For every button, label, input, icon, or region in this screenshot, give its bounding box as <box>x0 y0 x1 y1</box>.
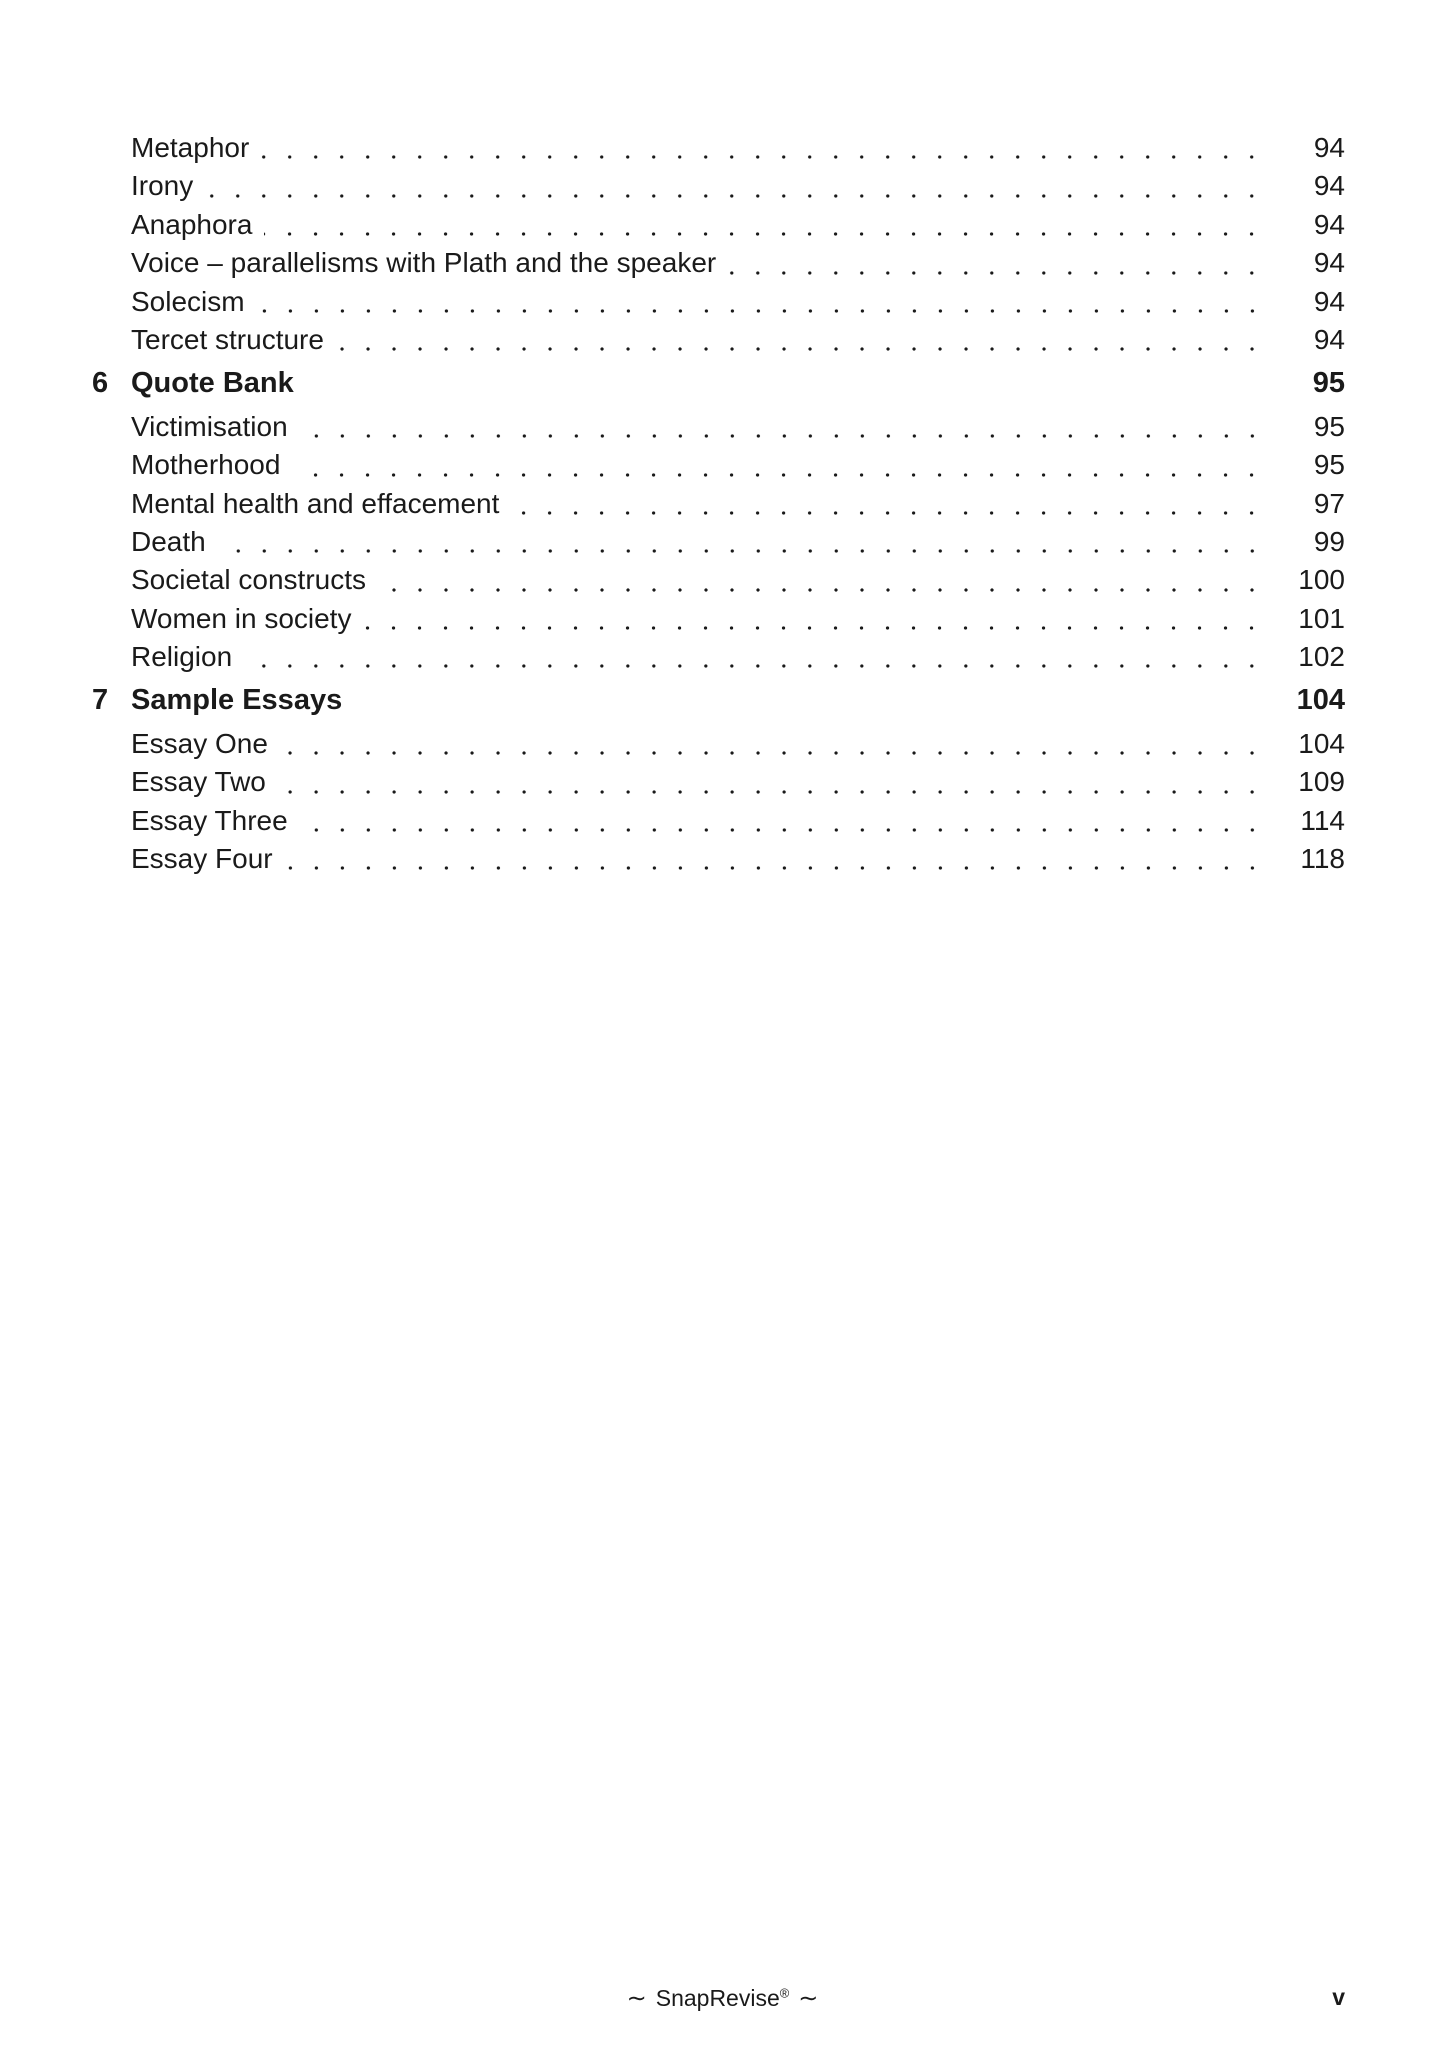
page-number-folio: v <box>1332 1984 1345 2010</box>
toc-entry-label: Essay One <box>131 727 268 759</box>
toc-entry-row <box>92 244 1345 282</box>
toc-section-row <box>92 681 1345 719</box>
toc-entry-row <box>92 523 1345 561</box>
dot-leader <box>257 283 1269 321</box>
toc-entry-page: 100 <box>1298 564 1345 596</box>
toc-entry-label: Essay Three <box>131 804 288 836</box>
leader-spacer <box>354 681 1269 719</box>
toc-entry-label: Mental health and effacement <box>131 487 500 519</box>
toc-entry-label: Religion <box>131 641 233 673</box>
dot-leader <box>278 763 1269 801</box>
dot-leader <box>300 802 1269 840</box>
toc-entry-row <box>92 638 1345 676</box>
toc-entry-page: 102 <box>1298 641 1345 673</box>
toc-entry-row <box>92 725 1345 763</box>
toc-entry-row <box>92 802 1345 840</box>
toc-entry-label: Victimisation <box>131 410 288 442</box>
toc-entry-label: Essay Four <box>131 843 273 875</box>
toc-entry-page: 109 <box>1298 766 1345 798</box>
toc-entry-label: Motherhood <box>131 449 281 481</box>
toc-entry-row <box>92 446 1345 484</box>
toc-entry-label: Anaphora <box>131 208 253 240</box>
toc-entry-label: Essay Two <box>131 766 266 798</box>
toc-entry-row <box>92 840 1345 878</box>
toc-entry-label: Metaphor <box>131 132 250 163</box>
toc-entry-label: Solecism <box>131 285 245 317</box>
toc-entry-page: 94 <box>1313 170 1345 202</box>
toc-entry-page: 118 <box>1300 843 1345 875</box>
dot-leader <box>218 523 1269 561</box>
dot-leader <box>511 485 1269 523</box>
dot-leader <box>205 167 1269 205</box>
toc-entry-page: 114 <box>1300 804 1345 836</box>
toc-entry-row <box>92 283 1345 321</box>
tilde-left-icon: ∼ <box>626 1985 647 2012</box>
dot-leader <box>280 725 1269 763</box>
toc-entry-row <box>92 321 1345 359</box>
registered-trademark-icon: ® <box>779 1985 790 2001</box>
tilde-right-icon: ∼ <box>798 1985 819 2012</box>
toc-section-number: 6 <box>92 367 109 400</box>
toc-entry-row <box>92 485 1345 523</box>
toc-entry-page: 95 <box>1313 410 1345 442</box>
toc-entry-page: 95 <box>1313 449 1345 481</box>
toc-entry-row <box>92 763 1345 801</box>
toc-entry-label: Irony <box>131 170 194 202</box>
footer-brand: SnapRevise <box>655 1985 780 2011</box>
toc-entry-label: Death <box>131 525 206 557</box>
toc-section-title: Quote Bank <box>131 367 294 400</box>
toc-entry-page: 99 <box>1313 525 1345 557</box>
toc-entry-page: 94 <box>1313 247 1345 279</box>
dot-leader <box>300 408 1269 446</box>
footer <box>0 1984 1445 2013</box>
toc-entry-page: 101 <box>1298 602 1345 634</box>
toc-entry-row <box>92 408 1345 446</box>
toc-entry-page: 104 <box>1298 727 1345 759</box>
toc-section-page: 95 <box>1312 367 1345 400</box>
toc-entry-label: Societal constructs <box>131 564 366 596</box>
toc-entry-row <box>92 561 1345 599</box>
dot-leader <box>336 321 1269 359</box>
toc-list <box>92 129 1345 878</box>
dot-leader <box>363 600 1269 638</box>
toc-section-page: 104 <box>1296 684 1345 717</box>
toc-entry-row <box>92 600 1345 638</box>
toc-entry-page: 97 <box>1313 487 1345 519</box>
toc-entry-page: 94 <box>1313 323 1345 355</box>
toc-section-row <box>92 364 1345 402</box>
leader-spacer <box>306 364 1269 402</box>
dot-leader <box>728 244 1269 282</box>
toc-entry-label: Voice – parallelisms with Plath and the speaker <box>131 247 717 279</box>
toc-entry-row <box>92 206 1345 244</box>
toc-entry-row <box>92 129 1345 167</box>
dot-leader <box>292 446 1269 484</box>
toc-entry-page: 94 <box>1313 208 1345 240</box>
dot-leader <box>378 561 1269 599</box>
dot-leader <box>264 206 1269 244</box>
toc-entry-row <box>92 167 1345 205</box>
toc-entry-page: 94 <box>1313 285 1345 317</box>
toc-entry-label: Women in society <box>131 602 352 634</box>
dot-leader <box>244 638 1269 676</box>
toc-entry-label: Tercet structure <box>131 323 324 355</box>
dot-leader <box>285 840 1269 878</box>
toc-entry-page: 94 <box>1313 132 1345 163</box>
dot-leader <box>261 129 1269 167</box>
toc-section-number: 7 <box>92 684 109 717</box>
toc-section-title: Sample Essays <box>131 684 343 717</box>
